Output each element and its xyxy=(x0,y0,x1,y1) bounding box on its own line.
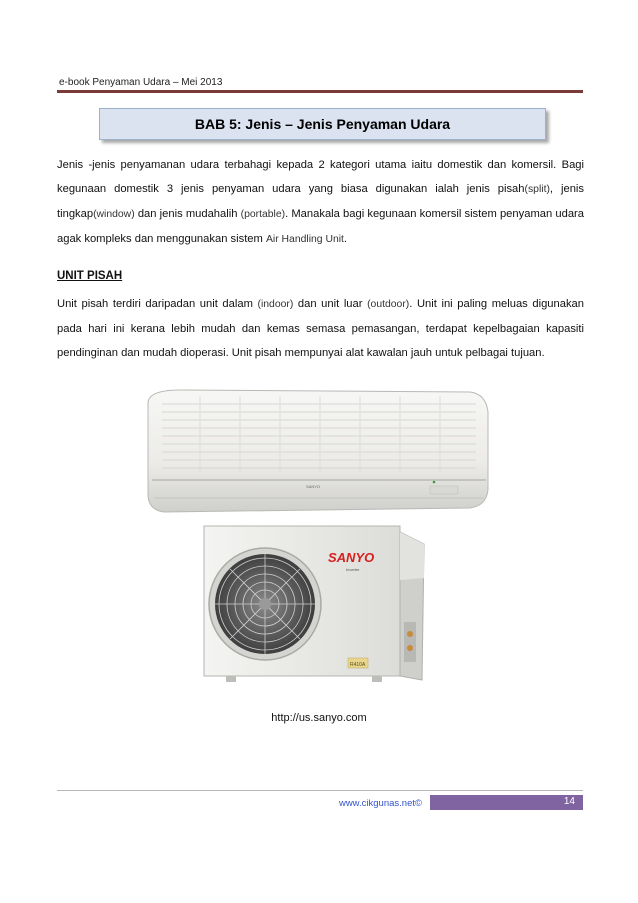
term-outdoor: (outdoor) xyxy=(367,299,410,310)
intro-text-3: dan jenis mudahalih xyxy=(134,208,241,220)
footer-url[interactable]: www.cikgunas.net© xyxy=(338,798,422,809)
indoor-unit xyxy=(148,390,488,512)
page-number-bar xyxy=(430,795,583,810)
sanyo-logo: SANYO xyxy=(328,550,375,565)
section-text-3: . Unit ini paling meluas digunakan pada hari ini kerana lebih mudah dan kemas semasa pemasangan, terdapat kepelbagaian kapasiti pendinginan dan mudah dioperasi. Unit pisah mempunyai alat kawalan jauh untuk pelbagai tujuan. xyxy=(57,298,585,359)
term-ahu: Air Handling Unit xyxy=(265,234,344,245)
chapter-title: BAB 5: Jenis – Jenis Penyaman Udara xyxy=(194,116,451,132)
running-header: e-book Penyaman Udara – Mei 2013 xyxy=(59,77,223,88)
air-conditioner-photo xyxy=(140,382,492,700)
page-number: 14 xyxy=(563,796,575,807)
section-text-1: Unit pisah terdiri daripadan unit dalam xyxy=(57,298,258,310)
intro-text-1: Jenis -jenis penyamanan udara terbahagi kepada 2 kategori utama iaitu domestik dan komersil. Bagi kegunaan domestik 3 jenis penyaman udara yang biasa digunakan ialah jenis pisah xyxy=(57,159,584,195)
term-split: (split) xyxy=(524,184,550,195)
refrigerant-label: R410A xyxy=(350,662,366,668)
term-window: (window) xyxy=(93,209,135,220)
section-heading: UNIT PISAH xyxy=(57,270,123,282)
section-paragraph xyxy=(57,292,584,365)
intro-text-5: . xyxy=(343,233,348,245)
term-indoor: (indoor) xyxy=(257,299,294,310)
section-text-2: dan unit luar xyxy=(293,298,368,310)
intro-text-4: . Manakala bagi kegunaan komersil sistem penyaman udara agak kompleks dan menggunakan sistem xyxy=(57,208,584,245)
term-portable: (portable) xyxy=(240,209,286,220)
header-rule xyxy=(57,90,583,93)
indoor-brand-label: SANYO xyxy=(306,484,321,489)
inverter-label: Inverter xyxy=(346,567,360,572)
outdoor-unit xyxy=(204,526,424,682)
chapter-title-box xyxy=(99,108,546,140)
image-caption: http://us.sanyo.com xyxy=(271,712,367,724)
footer-rule xyxy=(57,790,583,791)
intro-paragraph xyxy=(57,153,584,252)
intro-text-2: , jenis tingkap xyxy=(57,183,584,220)
